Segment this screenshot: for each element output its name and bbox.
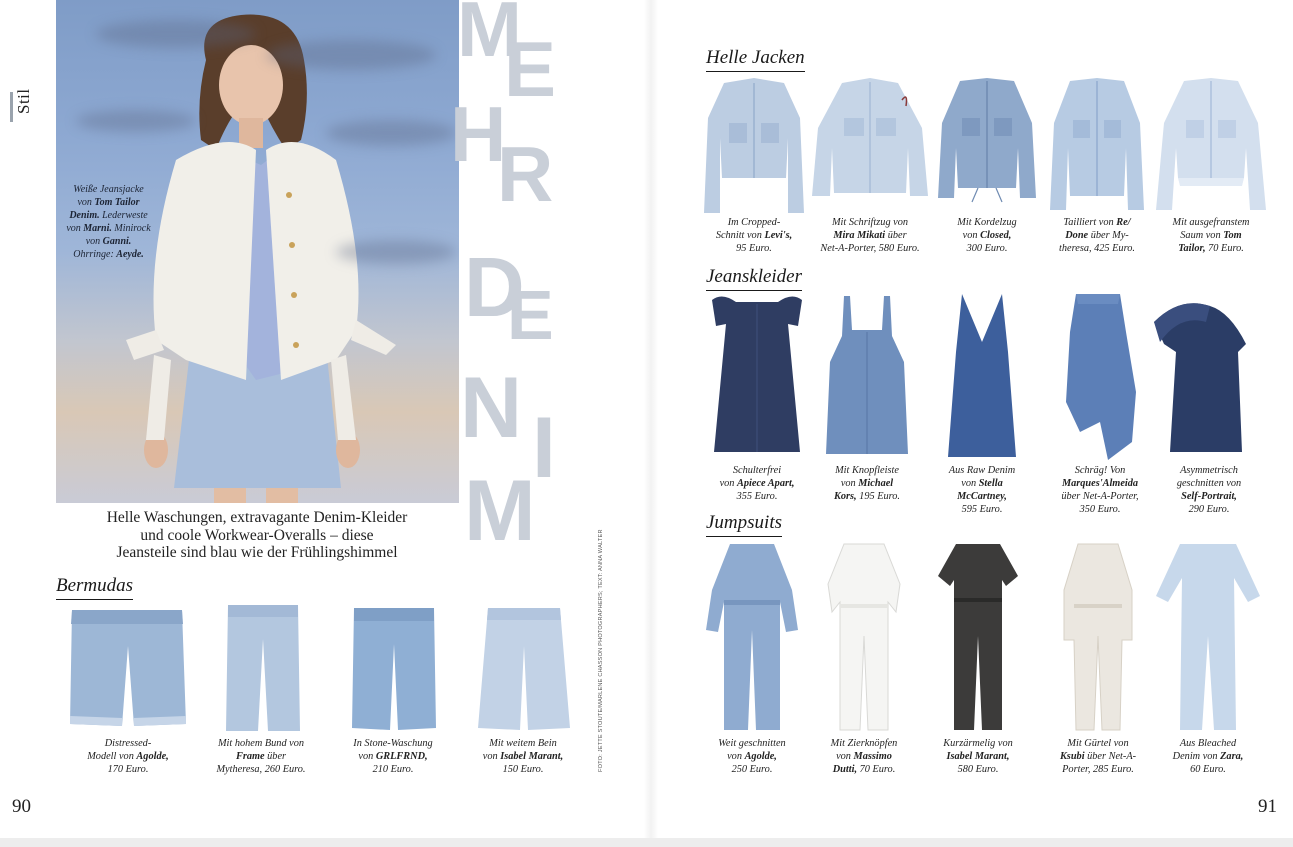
product-caption: Mit ausgefranstem Saum von Tom Tailor, 70 Euro. (1172, 217, 1250, 254)
intro-text: Helle Waschungen, extravagante Denim-Kleider und coole Workwear-Overalls – diese Jeansteile sind blau wie der Frühlingshimmel (106, 509, 408, 561)
product-item (1040, 292, 1160, 522)
title-letter: I (532, 400, 556, 496)
product-caption: In Stone-Waschung von GRLFRND, 210 Euro. (353, 738, 433, 775)
product-caption: Schulterfrei von Apiece Apart, 355 Euro. (719, 465, 795, 502)
dress-image (702, 292, 812, 457)
product-caption: Schräg! Von Marques'Almeida über Net-A-Porter, 350 Euro. (1061, 465, 1139, 515)
page-gutter (644, 0, 658, 847)
jacket-image (1040, 78, 1154, 213)
title-letter: M (464, 463, 536, 559)
section-tag-bar (10, 92, 13, 122)
product-item (700, 540, 804, 780)
product-item (1150, 540, 1266, 780)
title-letter: R (497, 130, 554, 218)
jumpsuit-image (812, 540, 916, 735)
product-item (196, 603, 326, 783)
page-number-right: 91 (1258, 796, 1277, 817)
dress-image (814, 292, 920, 457)
dress-image (1150, 292, 1268, 457)
product-caption: Tailliert von Re/ Done über My- theresa, 425 Euro. (1059, 217, 1135, 254)
product-caption: Mit hohem Bund von Frame über Mytheresa, 260 Euro. (216, 738, 306, 775)
section-header-jackets: Helle Jacken (706, 47, 805, 69)
page-number-left: 90 (12, 796, 31, 817)
section-header-dresses: Jeanskleider (706, 266, 802, 288)
jacket-image (1150, 78, 1272, 213)
product-item (812, 540, 916, 780)
product-item (702, 292, 812, 522)
dress-image (1040, 292, 1160, 457)
jumpsuit-image (926, 540, 1030, 735)
mehr-denim-title (452, 0, 582, 560)
product-item (814, 292, 920, 522)
jacket-image (928, 78, 1046, 213)
jumpsuit-image (1150, 540, 1266, 735)
title-letter: N (460, 360, 523, 456)
product-item (1150, 78, 1272, 258)
title-letter: D (464, 240, 525, 334)
product-caption: Mit weitem Bein von Isabel Marant, 150 Euro. (482, 738, 564, 775)
product-caption: Mit Knopfleiste von Michael Kors, 195 Euro. (834, 465, 900, 502)
title-letter: H (450, 90, 507, 178)
product-caption: Mit Schriftzug von Mira Mikati über Net-A-Porter, 580 Euro. (820, 217, 920, 254)
bermuda-shorts-image (458, 606, 588, 736)
product-item (328, 606, 458, 786)
photo-credit: FOTO: JETTE STOUTE/MARLENE CHASSON PHOTOGRAPHERS; TEXT: ANNA WALTER (598, 529, 604, 772)
product-caption: Mit Zierknöpfen von Massimo Dutti, 70 Euro. (830, 738, 898, 775)
product-caption: Asymmetrisch geschnitten von Self-Portrait, 290 Euro. (1176, 465, 1242, 515)
bottom-strip (0, 838, 1293, 847)
product-item (1046, 540, 1150, 780)
section-header-jumpsuits: Jumpsuits (706, 512, 782, 534)
jumpsuit-image (700, 540, 804, 735)
product-caption: Aus Raw Denim von Stella McCartney, 595 Euro. (948, 465, 1016, 515)
section-header-bermudas: Bermudas (56, 575, 133, 597)
product-caption: Aus Bleached Denim von Zara, 60 Euro. (1172, 738, 1244, 775)
bermuda-shorts-image (58, 606, 198, 736)
product-item (1040, 78, 1154, 258)
product-caption: Kurzärmelig von Isabel Marant, 580 Euro. (943, 738, 1013, 775)
jumpsuit-image (1046, 540, 1150, 735)
title-letter: M (457, 0, 522, 73)
jacket-image (694, 78, 814, 213)
product-item (458, 606, 588, 786)
jacket-image (806, 78, 934, 213)
product-caption: Im Cropped- Schnitt von Levi's, 95 Euro. (715, 217, 793, 254)
product-item (930, 292, 1034, 522)
product-caption: Distressed- Modell von Agolde, 170 Euro. (87, 738, 169, 775)
product-item (926, 540, 1030, 780)
product-item (58, 606, 198, 786)
product-caption: Mit Kordelzug von Closed, 300 Euro. (957, 217, 1017, 254)
product-caption: Mit Gürtel von Ksubi über Net-A- Porter, 285 Euro. (1059, 738, 1137, 775)
section-tag (10, 88, 40, 132)
section-tag-label: Stil (14, 88, 33, 114)
product-item (928, 78, 1046, 258)
bermuda-shorts-image (328, 606, 458, 736)
photo-caption: Weiße Jeansjacke von Tom Tailor Denim. Lederweste von Marni. Minirock von Ganni. Ohrringe: Aeyde. (66, 184, 151, 260)
product-item (1150, 292, 1268, 522)
bermuda-shorts-image (196, 603, 326, 733)
product-item (806, 78, 934, 258)
dress-image (930, 292, 1034, 457)
product-caption: Weit geschnitten von Agolde, 250 Euro. (718, 738, 786, 775)
title-letter: E (507, 276, 554, 354)
product-item (694, 78, 814, 258)
title-letter: E (504, 25, 557, 113)
